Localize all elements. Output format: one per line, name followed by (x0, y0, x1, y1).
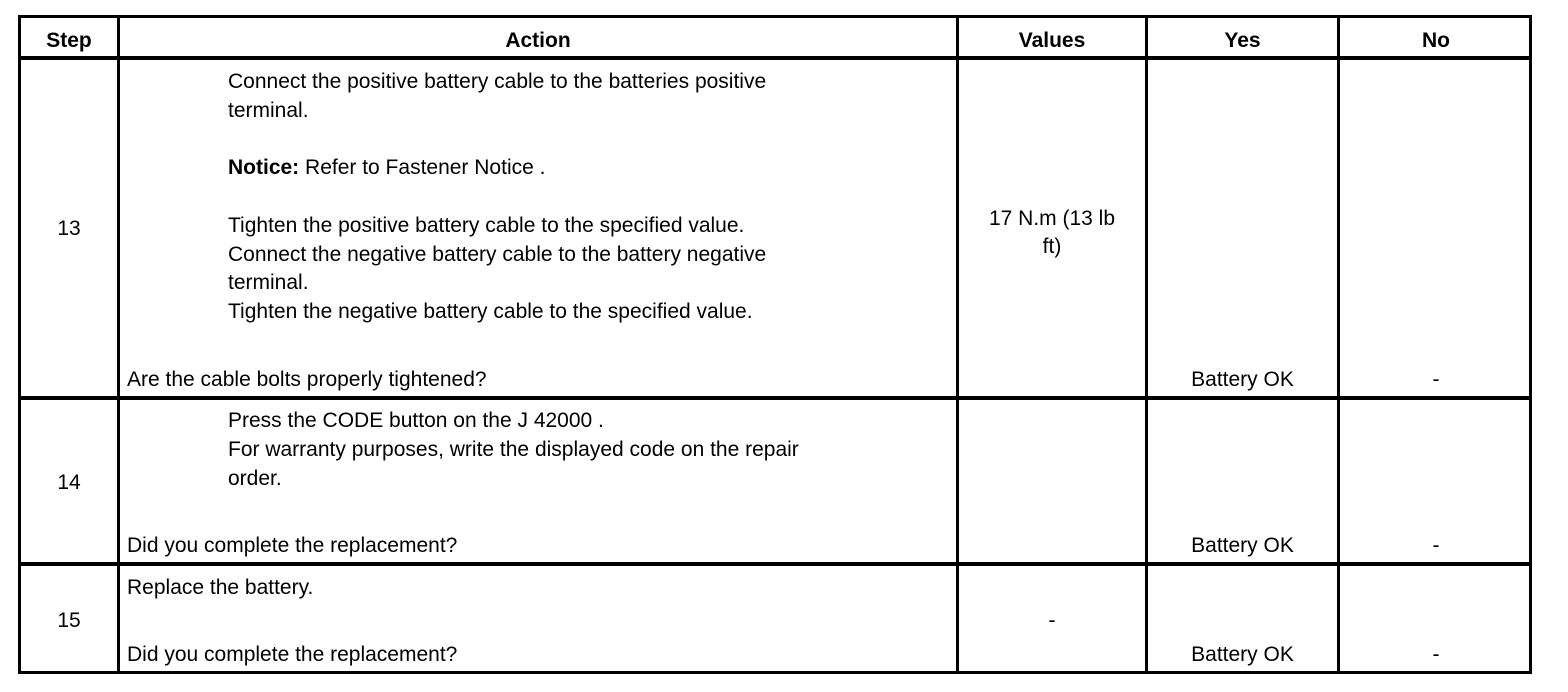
notice-line (228, 153, 545, 182)
header-action: Action (505, 29, 571, 52)
column-divider (1337, 18, 1340, 671)
row-divider (21, 562, 1529, 566)
column-divider (117, 18, 120, 671)
action-question: Are the cable bolts properly tightened? (127, 368, 487, 391)
header-yes: Yes (1224, 29, 1261, 52)
notice-label: Notice: (228, 156, 300, 179)
header-step: Step (46, 29, 92, 52)
action-line: Tighten the positive battery cable to the specified value. (228, 214, 745, 237)
action-line: Press the CODE button on the J 42000 . (228, 409, 604, 432)
action-question: Did you complete the replacement? (127, 534, 458, 557)
action-line: terminal. (228, 99, 309, 122)
notice-text: Refer to Fastener Notice . (299, 156, 546, 179)
diagnostic-table (18, 15, 1532, 674)
action-line: order. (228, 467, 282, 490)
step-number: 15 (57, 609, 81, 632)
column-divider (1145, 18, 1148, 671)
action-line: Connect the negative battery cable to the battery negative (228, 243, 767, 266)
action-line: For warranty purposes, write the displayed code on the repair (228, 438, 799, 461)
no-result: - (1432, 534, 1440, 557)
no-result: - (1432, 368, 1440, 391)
action-line: terminal. (228, 271, 309, 294)
step-number: 13 (57, 217, 81, 240)
action-question: Did you complete the replacement? (127, 643, 458, 666)
action-line: Connect the positive battery cable to the batteries positive (228, 70, 767, 93)
yes-result: Battery OK (1191, 643, 1294, 666)
row-divider (21, 56, 1529, 60)
yes-result: Battery OK (1191, 368, 1294, 391)
value-line: - (1048, 609, 1056, 632)
column-divider (956, 18, 959, 671)
action-line: Tighten the negative battery cable to the specified value. (228, 300, 753, 323)
action-line: Replace the battery. (127, 576, 314, 599)
yes-result: Battery OK (1191, 534, 1294, 557)
row-divider (21, 396, 1529, 400)
value-line: 17 N.m (13 lb (988, 207, 1116, 230)
header-values: Values (1018, 29, 1086, 52)
header-no: No (1422, 29, 1450, 52)
step-number: 14 (57, 471, 81, 494)
no-result: - (1432, 643, 1440, 666)
value-line: ft) (1042, 235, 1062, 258)
